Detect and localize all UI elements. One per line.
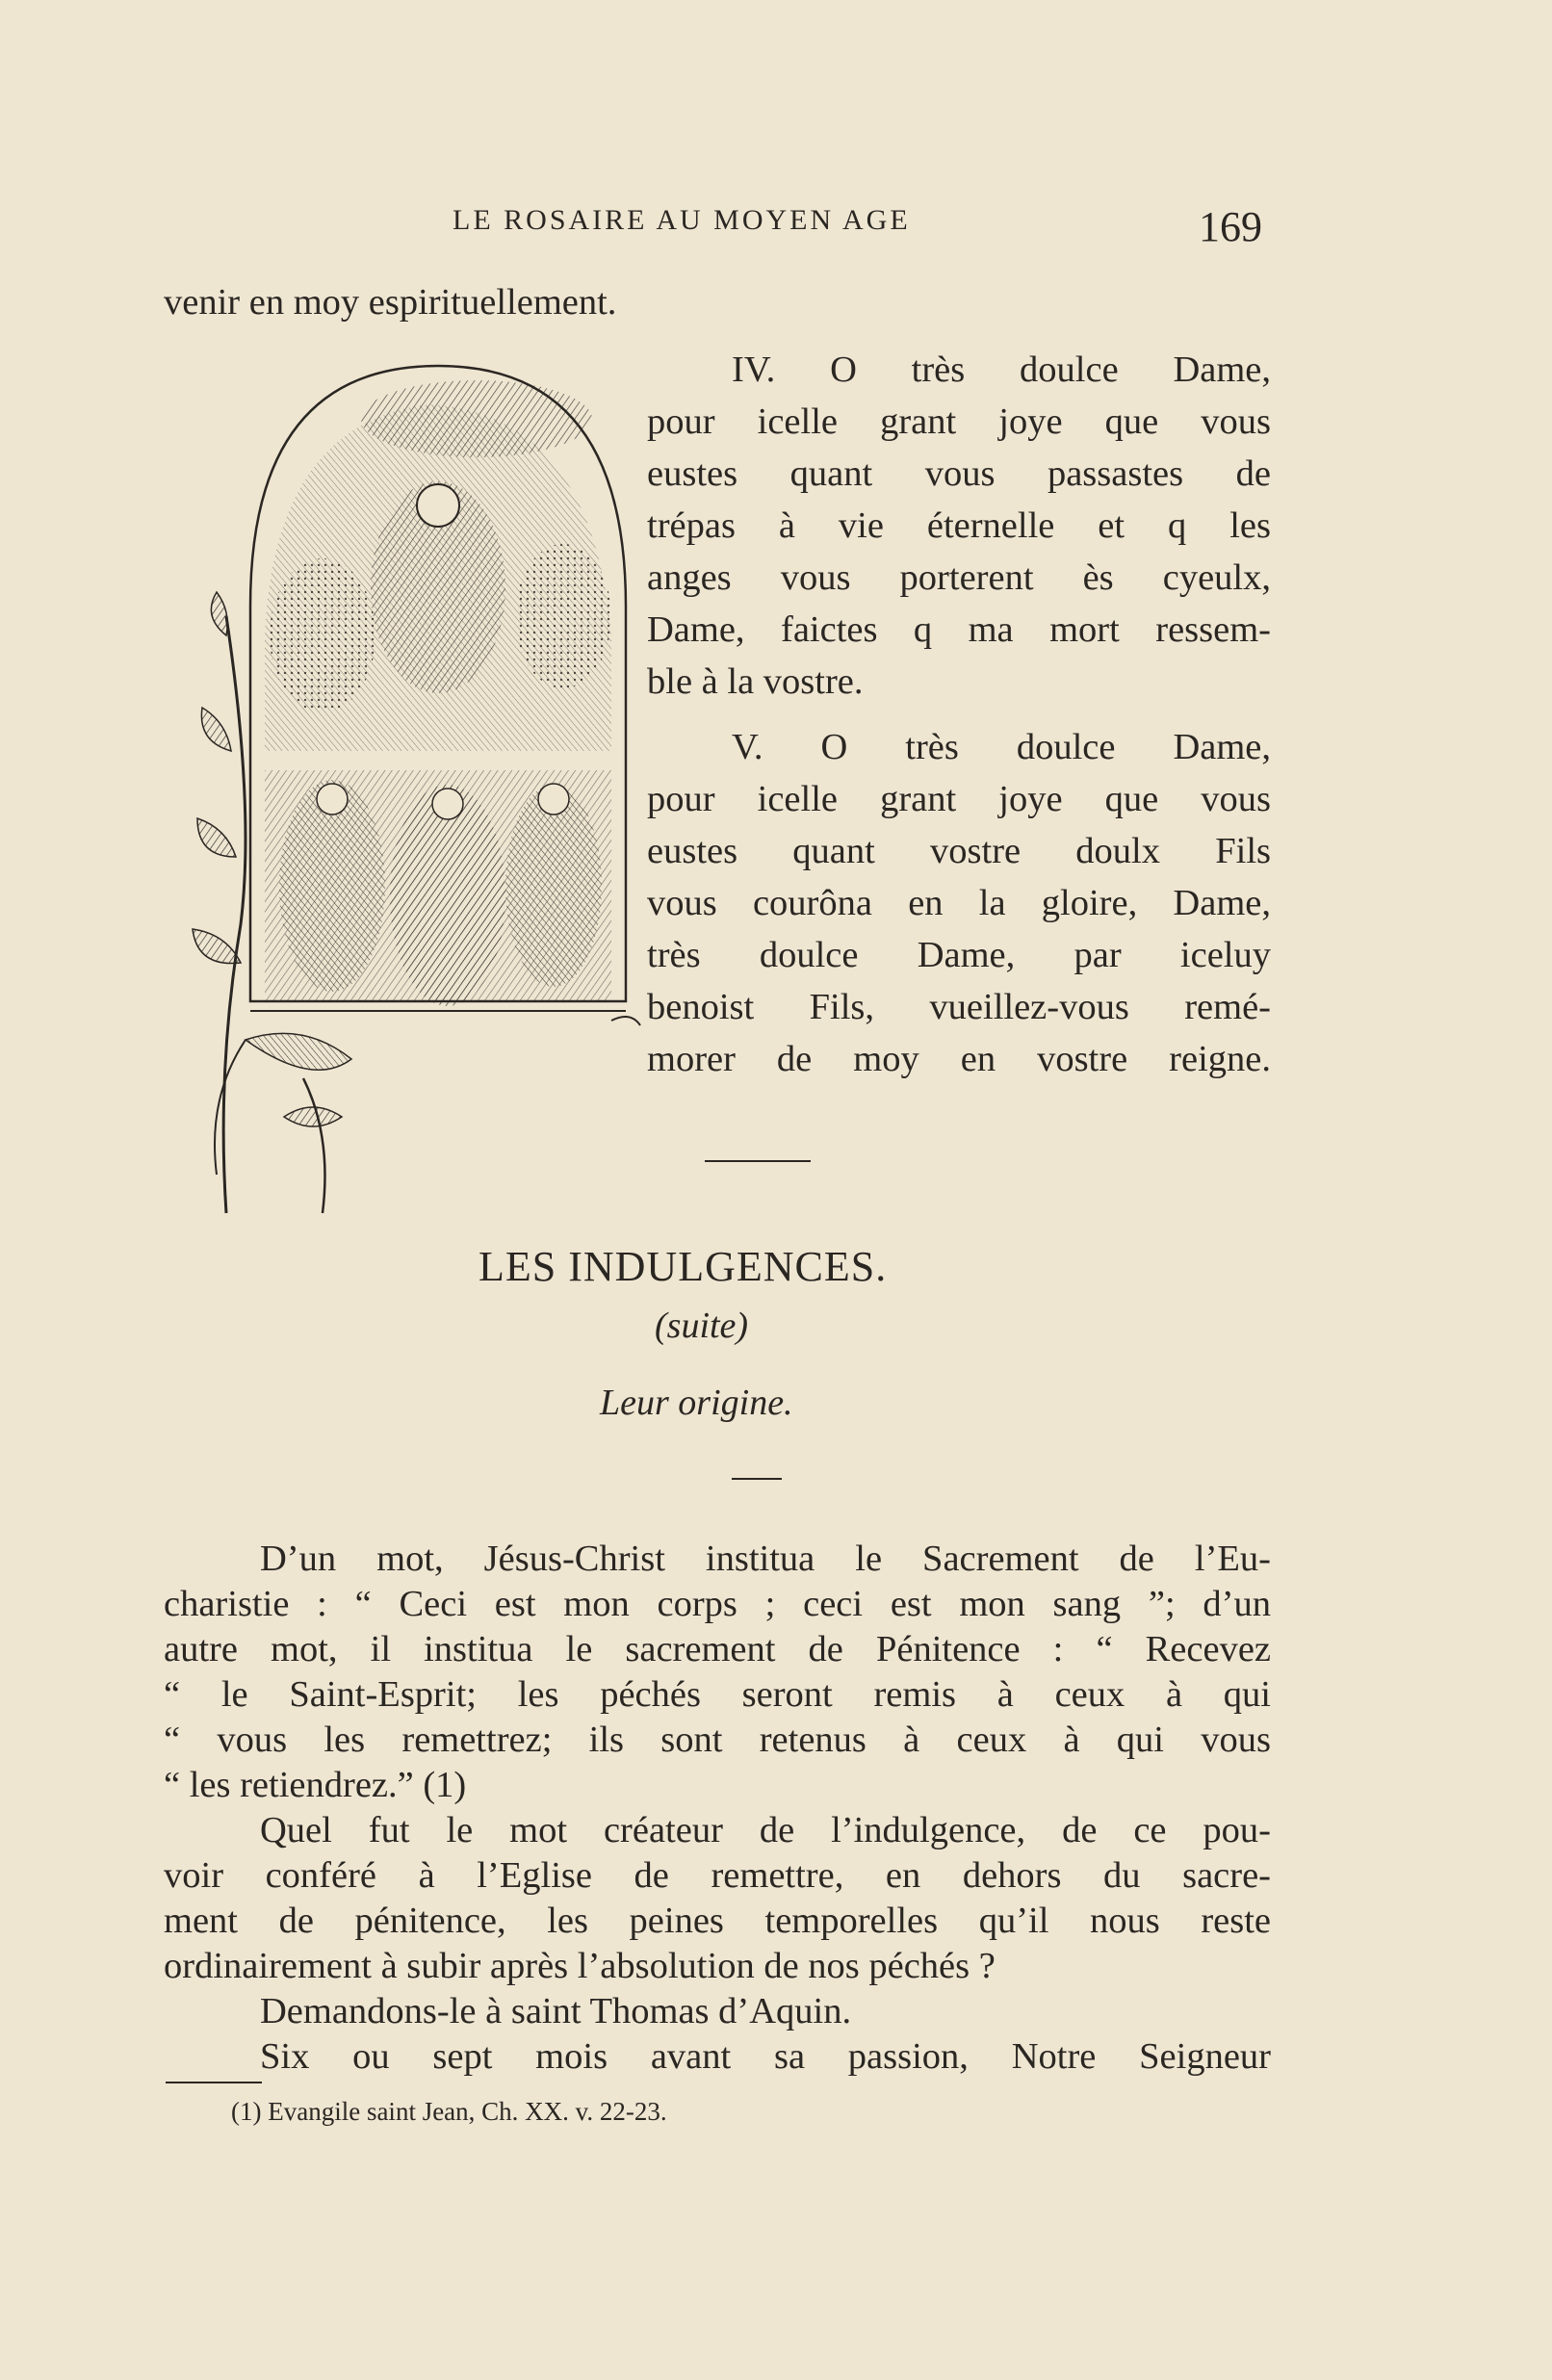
prayer-line: pour icelle grant joye que vous: [647, 401, 1271, 442]
body-line: Demandons-le à saint Thomas d’Aquin.: [260, 1991, 852, 2031]
prayer-line: très doulce Dame, par iceluy: [647, 935, 1271, 975]
assumption-engraving-icon: [188, 347, 650, 1232]
prayer-line: morer de moy en vostre reigne.: [647, 1039, 1271, 1079]
body-line: charistie : “ Ceci est mon corps ; ceci est mon sang ”; d’un: [164, 1584, 1271, 1624]
running-title: LE ROSAIRE AU MOYEN AGE: [453, 204, 911, 236]
body-line: ordinairement à subir après l’absolution de nos péchés ?: [164, 1946, 996, 1986]
prayer-line: trépas à vie éternelle et q les: [647, 505, 1271, 546]
prayer-line: pour icelle grant joye que vous: [647, 779, 1271, 819]
body-line: autre mot, il institua le sacrement de Pénitence : “ Recevez: [164, 1629, 1271, 1669]
prayer-line: eustes quant vous passastes de: [647, 453, 1271, 494]
body-line: “ vous les remettrez; ils sont retenus à ceux à qui vous: [164, 1720, 1271, 1760]
body-line: “ le Saint-Esprit; les péchés seront remis à ceux à qui: [164, 1674, 1271, 1715]
body-line: D’un mot, Jésus-Christ institua le Sacrement de l’Eu-: [260, 1539, 1271, 1579]
footnote-rule: [166, 2082, 262, 2083]
section-subtitle: (suite): [655, 1306, 749, 1346]
prayer-line: Dame, faictes q ma mort ressem-: [647, 609, 1271, 650]
body-line: Six ou sept mois avant sa passion, Notre Seigneur: [260, 2036, 1271, 2077]
heading-divider: [732, 1478, 782, 1480]
prayer-line: ble à la vostre.: [647, 661, 864, 702]
prayer-line: IV. O très doulce Dame,: [732, 349, 1271, 390]
section-heading: Leur origine.: [600, 1383, 793, 1423]
section-title: LES INDULGENCES.: [479, 1243, 888, 1290]
section-divider: [705, 1160, 811, 1162]
opening-line: venir en moy espirituellement.: [164, 282, 617, 323]
body-line: Quel fut le mot créateur de l’indulgence, de ce pou-: [260, 1810, 1271, 1850]
prayer-line: V. O très doulce Dame,: [732, 727, 1271, 767]
prayer-line: eustes quant vostre doulx Fils: [647, 831, 1271, 871]
body-line: ment de pénitence, les peines temporelles qu’il nous reste: [164, 1901, 1271, 1941]
page-number: 169: [1199, 203, 1262, 250]
prayer-line: benoist Fils, vueillez-vous remé-: [647, 987, 1271, 1027]
prayer-line: vous courôna en la gloire, Dame,: [647, 883, 1271, 923]
body-line: “ les retiendrez.” (1): [164, 1765, 467, 1805]
body-line: voir conféré à l’Eglise de remettre, en dehors du sacre-: [164, 1855, 1271, 1896]
footnote: (1) Evangile saint Jean, Ch. XX. v. 22-23.: [231, 2097, 667, 2126]
prayer-line: anges vous porterent ès cyeulx,: [647, 557, 1271, 598]
